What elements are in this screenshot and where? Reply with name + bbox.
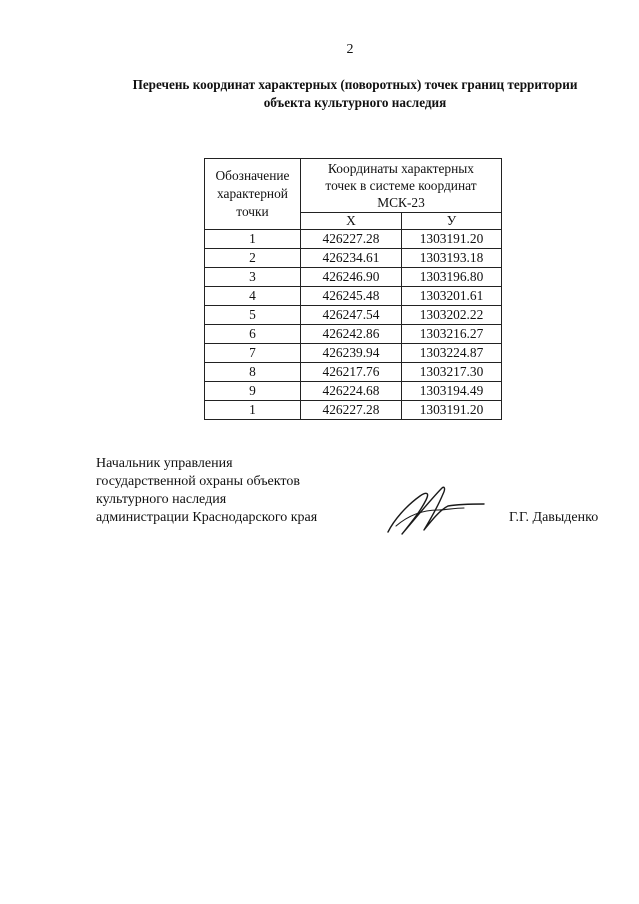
coord-y: 1303196.80 <box>402 268 502 287</box>
coord-y: 1303217.30 <box>402 363 502 382</box>
table-row <box>205 249 502 268</box>
coord-x: 426227.28 <box>301 401 402 420</box>
signatory-position <box>96 455 317 527</box>
header-x: X <box>301 212 402 229</box>
table-row <box>205 344 502 363</box>
coord-x: 426227.28 <box>301 230 402 249</box>
table-row <box>205 382 502 401</box>
point-number: 1 <box>205 401 301 420</box>
signer-name: Г.Г. Давыденко <box>509 510 599 525</box>
table-row <box>205 401 502 420</box>
table-row <box>205 306 502 325</box>
coord-y: 1303191.20 <box>402 230 502 249</box>
coord-x: 426247.54 <box>301 306 402 325</box>
point-number: 7 <box>205 344 301 363</box>
handwritten-signature <box>380 480 490 540</box>
table-row <box>205 363 502 382</box>
header-designation-line: точки <box>236 204 269 219</box>
position-line: государственной охраны объектов <box>96 474 300 489</box>
document-title-line-2: объекта культурного наследия <box>263 95 447 110</box>
point-number: 2 <box>205 249 301 268</box>
coord-x: 426234.61 <box>301 249 402 268</box>
coord-x: 426245.48 <box>301 287 402 306</box>
header-designation <box>205 159 301 230</box>
coord-y: 1303193.18 <box>402 249 502 268</box>
page-number: 2 <box>346 42 354 57</box>
point-number: 4 <box>205 287 301 306</box>
coord-y: 1303202.22 <box>402 306 502 325</box>
coordinates-table <box>204 158 502 420</box>
position-line: Начальник управления <box>96 456 233 471</box>
coord-x: 426224.68 <box>301 382 402 401</box>
coord-y: 1303216.27 <box>402 325 502 344</box>
coord-y: 1303201.61 <box>402 287 502 306</box>
table-row <box>205 287 502 306</box>
header-coordinates-line: МСК-23 <box>377 194 425 210</box>
point-number: 3 <box>205 268 301 287</box>
coord-y: 1303194.49 <box>402 382 502 401</box>
coord-y: 1303191.20 <box>402 401 502 420</box>
table-row <box>205 325 502 344</box>
point-number: 6 <box>205 325 301 344</box>
point-number: 9 <box>205 382 301 401</box>
point-number: 5 <box>205 306 301 325</box>
document-title-line-1: Перечень координат характерных (поворотных) точек границ территории <box>132 77 578 92</box>
position-line: культурного наследия <box>96 492 227 507</box>
coord-x: 426246.90 <box>301 268 402 287</box>
position-line: администрации Краснодарского края <box>96 510 318 525</box>
table-row <box>205 268 502 287</box>
point-number: 8 <box>205 363 301 382</box>
point-number: 1 <box>205 230 301 249</box>
header-coordinates-line: точек в системе координат <box>325 177 477 193</box>
table-row <box>205 230 502 249</box>
coord-x: 426242.86 <box>301 325 402 344</box>
coord-y: 1303224.87 <box>402 344 502 363</box>
header-coordinates-line: Координаты характерных <box>328 160 474 176</box>
header-y: У <box>402 212 502 229</box>
coord-x: 426239.94 <box>301 344 402 363</box>
coord-x: 426217.76 <box>301 363 402 382</box>
header-designation-line: Обозначение <box>215 168 290 183</box>
header-coordinates <box>301 159 502 213</box>
header-designation-line: характерной <box>217 186 288 201</box>
document-title <box>90 76 620 112</box>
